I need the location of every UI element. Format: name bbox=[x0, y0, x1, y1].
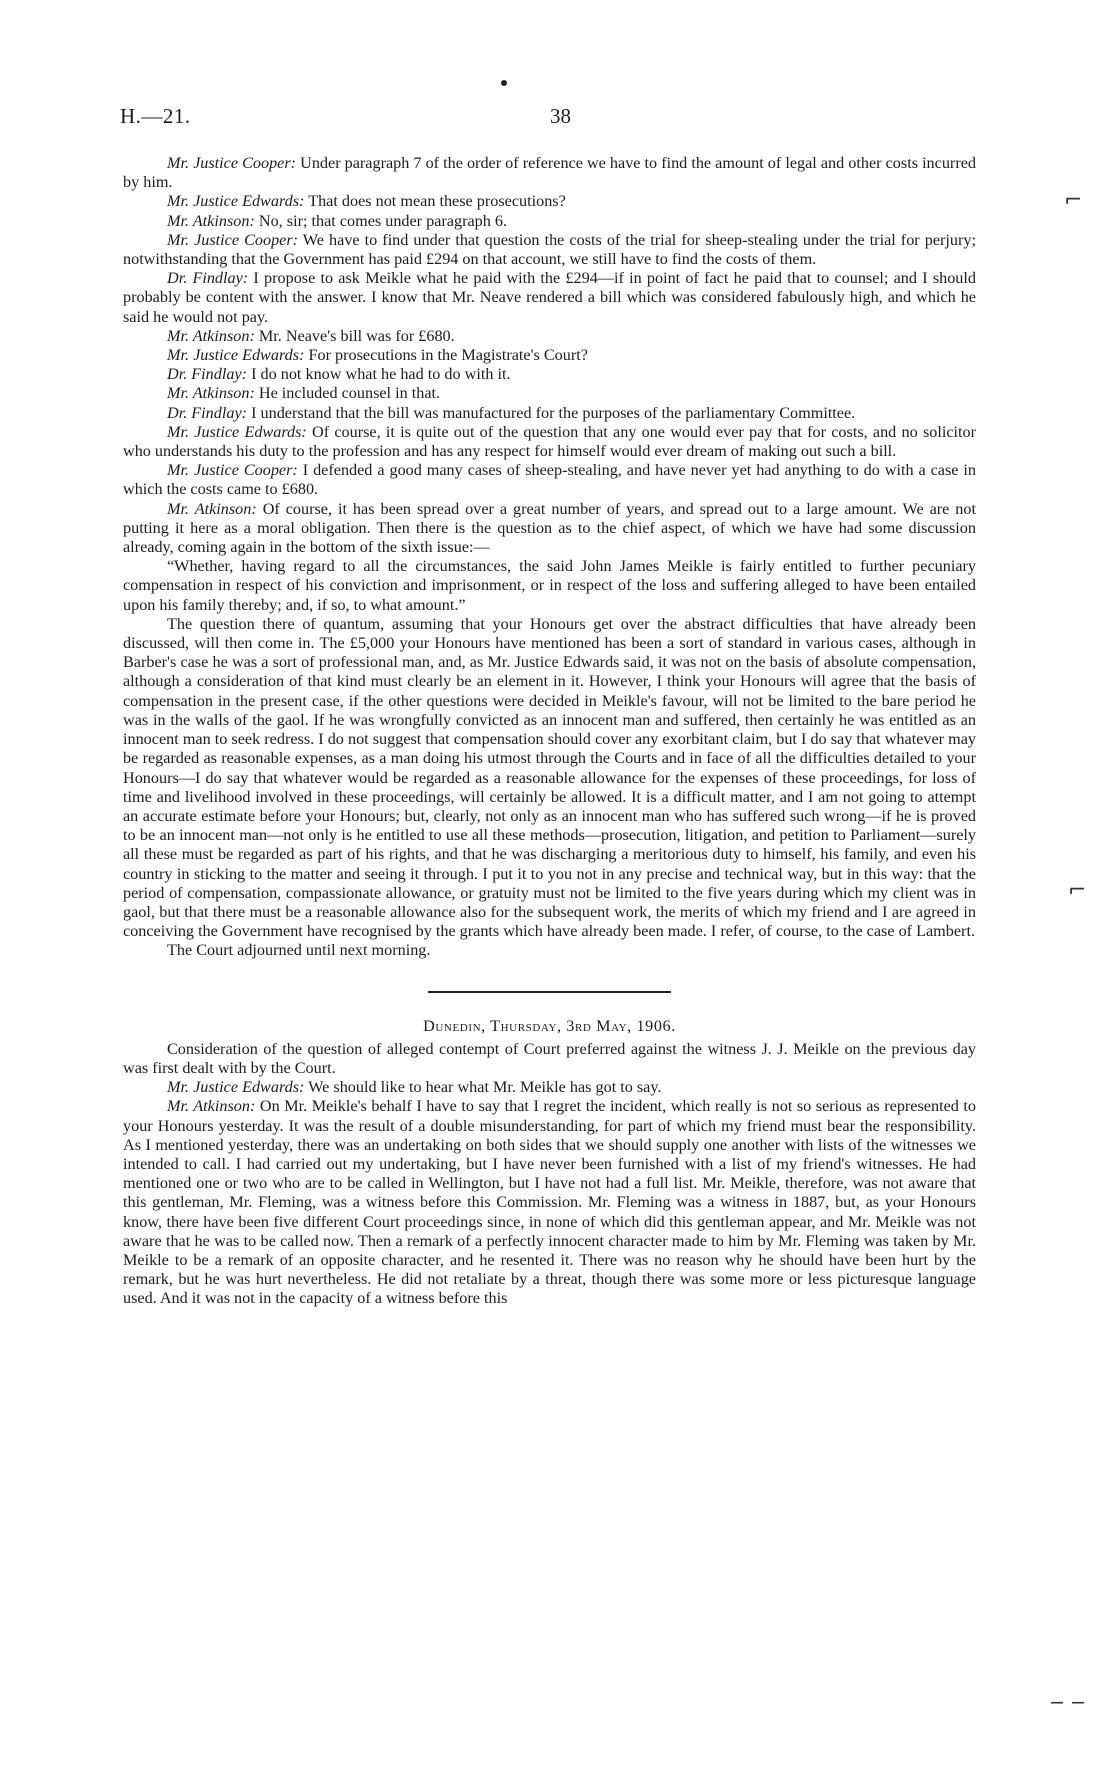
paragraph bbox=[123, 212, 976, 231]
speaker: Mr. Atkinson: bbox=[167, 384, 255, 403]
speech: We have to find under that question the costs of the trial for sheep-stealing under the trial for perjury; notwithstanding that the Government has paid £294 on that account, we still have to find the costs of them. bbox=[123, 230, 976, 269]
speech: I defended a good many cases of sheep-stealing, and have never yet had anything to do with a case in which the costs came to £680. bbox=[123, 461, 976, 499]
ink-dot bbox=[501, 80, 507, 86]
speech: Of course, it has been spread over a great number of years, and spread out to a large amount. We are not putting it here as a moral obligation. Then there is the question as to the chief aspect, of which we have had some discussion already, coming again in the bottom of the sixth issue:— bbox=[123, 499, 976, 557]
paragraph bbox=[123, 365, 976, 384]
speech: He included counsel in that. bbox=[254, 384, 441, 403]
speaker: Dr. Findlay: bbox=[167, 269, 249, 288]
document-body bbox=[123, 154, 976, 1309]
paragraph bbox=[123, 941, 976, 960]
speech: Under paragraph 7 of the order of reference we have to find the amount of legal and other costs incurred by him. bbox=[123, 154, 976, 192]
speaker: Dr. Findlay: bbox=[167, 365, 248, 384]
paragraph bbox=[123, 384, 976, 403]
speaker: Mr. Justice Edwards: bbox=[167, 192, 305, 211]
paragraph bbox=[123, 192, 976, 211]
paragraph bbox=[123, 1040, 976, 1078]
paragraph bbox=[123, 231, 976, 269]
speaker: Dr. Findlay: bbox=[167, 403, 248, 422]
margin-mark: ⌐ bbox=[1064, 188, 1083, 213]
dateline: Dunedin, Thursday, 3rd May, 1906. bbox=[423, 1016, 676, 1035]
speaker: Mr. Justice Edwards: bbox=[167, 346, 305, 365]
speech: For prosecutions in the Magistrate's Court? bbox=[304, 346, 588, 365]
speaker: Mr. Justice Edwards: bbox=[167, 422, 307, 441]
speech: I do not know what he had to do with it. bbox=[247, 365, 511, 384]
speech: The question there of quantum, assuming that your Honours get over the abstract difficulties that have already been discussed, will then come in. The £5,000 your Honours have mentioned has been a sort of standard in various cases, although in Barber's case he was a sort of professional man, and, as Mr. Justice Edwards said, it was not on the basis of absolute compensation, although a consideration of that kind must clearly be an element in it. However, I think your Honours will agree that the basis of compensation in the present case, if the other questions were decided in Meikle's favour, will not be limited to the bare period he was in the walls of the gaol. If he was wrongfully convicted as an innocent man and suffered, then certainly he was entitled as an innocent man to seek redress. I do not suggest that compensation should cover any exorbitant claim, but I do say that whatever may be regarded as reasonable expenses, as a man doing his utmost through the Courts and in face of all the difficulties detailed to your Honours—I do say that whatever would be regarded as a reasonable allowance for the expenses of these proceedings, for loss of time and livelihood involved in these proceedings, will certainly be allowed. It is a difficult matter, and I am not going to attempt an accurate estimate before your Honours; but, clearly, not only as an innocent man who has suffered such wrong—if he is proved to be an innocent man—not only is he entitled to use all these methods—prosecution, litigation, and petition to Parliament—surely all these must be regarded as part of his rights, and that he was discharging a meritorious duty to himself, his family, and even his country in sticking to the matter and seeing it through. I put it to you not in any precise and technical way, but in this way: that the period of compensation, compassionate allowance, or gratuity must not be limited to the five years during which my client was in gaol, but that there must be a reasonable allowance also for the subsequent work, the merits of which my friend and I are agreed in conceiving the Government have recognised by the grants which have already been made. I refer, of course, to the case of Lambert. bbox=[123, 614, 976, 941]
speech: That does not mean these prosecutions? bbox=[304, 192, 566, 211]
paragraph bbox=[123, 423, 976, 461]
page-number: 38 bbox=[550, 104, 571, 128]
page-header bbox=[120, 104, 986, 134]
paragraph bbox=[123, 346, 976, 365]
quoted-issue bbox=[123, 557, 976, 615]
paragraph bbox=[123, 1078, 976, 1097]
margin-mark: ‒ ‒ bbox=[1050, 1690, 1085, 1715]
speaker: Mr. Justice Cooper: bbox=[167, 461, 298, 480]
paragraph bbox=[123, 269, 976, 327]
speech: On Mr. Meikle's behalf I have to say that I regret the incident, which really is not so serious as represented to your Honours yesterday. It was the result of a double misunderstanding, for part of which my friend must bear the responsibility. As I mentioned yesterday, there was an undertaking on both sides that we should supply one another with lists of the witnesses we intended to call. I had carried out my undertaking, but I have never been furnished with a list of my friend's witnesses. He had mentioned one or two who are to be called in Wellington, but I have not had a full list. Mr. Meikle, therefore, was not aware that this gentleman, Mr. Fleming, was a witness before this Commission. Mr. Fleming was a witness in 1887, but, as your Honours know, there have been five different Court proceedings since, in none of which did this gentleman appear, and Mr. Meikle was not aware that he was to be called now. Then a remark of a perfectly innocent character made to him by Mr. Fleming was taken by Mr. Meikle to be a remark of an opposite character, and he resented it. There was no reason why he should have been hurt by the remark, but he was hurt nevertheless. He did not retaliate by a threat, though there was some more or less picturesque language used. And it was not in the capacity of a witness before this bbox=[123, 1097, 976, 1308]
paragraph bbox=[123, 615, 976, 941]
speech: No, sir; that comes under paragraph 6. bbox=[254, 211, 508, 230]
speech: I propose to ask Meikle what he paid with the £294—if in point of fact he paid that to counsel; and I should probably be content with the answer. I know that Mr. Neave rendered a bill which was considered fabulously high, and which he said he would not pay. bbox=[123, 269, 976, 326]
paragraph bbox=[123, 1097, 976, 1308]
speaker: Mr. Justice Cooper: bbox=[167, 154, 297, 172]
speaker: Mr. Atkinson: bbox=[167, 499, 257, 518]
speech: We should like to hear what Mr. Meikle has got to say. bbox=[304, 1078, 662, 1097]
speech: Mr. Neave's bill was for £680. bbox=[254, 326, 455, 345]
margin-mark: ⌐ bbox=[1068, 878, 1087, 903]
speaker: Mr. Atkinson: bbox=[167, 326, 255, 345]
speaker: Mr. Justice Cooper: bbox=[167, 230, 299, 249]
paragraph bbox=[123, 404, 976, 423]
speech: “Whether, having regard to all the circumstances, the said John James Meikle is fairly entitled to further pecuniary compensation in respect of his conviction and imprisonment, or in respect of the loss and suffering alleged to have been entailed upon his family thereby; and, if so, to what amount.” bbox=[123, 557, 976, 614]
paragraph bbox=[123, 154, 976, 192]
paragraph bbox=[123, 461, 976, 499]
section-divider bbox=[123, 981, 976, 1003]
speaker: Mr. Justice Edwards: bbox=[167, 1078, 305, 1097]
speech: Consideration of the question of alleged contempt of Court preferred against the witness J. J. Meikle on the previous day was first dealt with by the Court. bbox=[123, 1039, 976, 1077]
speech: Of course, it is quite out of the question that any one would ever pay that for costs, and no solicitor who understands his duty to the profession and has any respect for himself would ever dream of making out such a bill. bbox=[123, 422, 976, 461]
speaker: Mr. Atkinson: bbox=[167, 211, 255, 230]
speech: I understand that the bill was manufactured for the purposes of the parliamentary Committee. bbox=[247, 403, 856, 422]
report-reference: H.—21. bbox=[120, 104, 191, 128]
paragraph bbox=[123, 327, 976, 346]
paragraph bbox=[123, 500, 976, 558]
speech: The Court adjourned until next morning. bbox=[167, 941, 431, 960]
speaker: Mr. Atkinson: bbox=[167, 1097, 256, 1116]
